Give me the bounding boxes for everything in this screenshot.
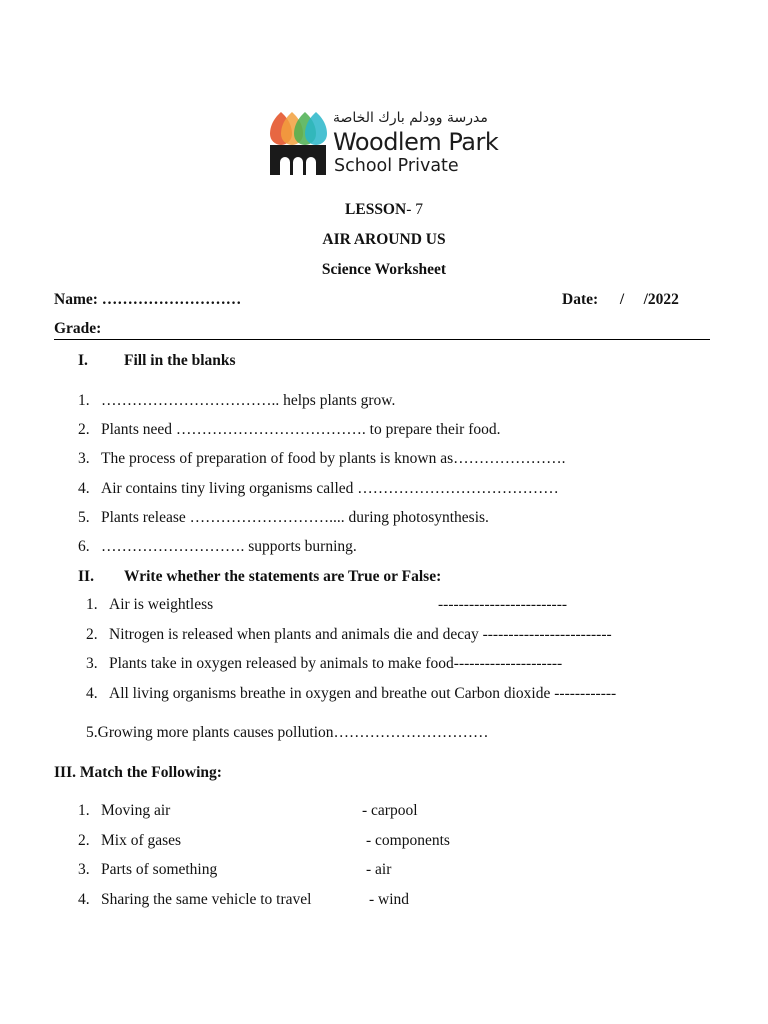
name-blank: ……………………… [101, 291, 242, 308]
match-right-term: - air [366, 861, 392, 878]
section2-item-text: All living organisms breathe in oxygen and breathe out Carbon dioxide ------------ [109, 685, 617, 702]
match-left-term: Moving air [101, 802, 171, 819]
section2-title: Write whether the statements are True or False: [124, 568, 442, 585]
section1-item-text: Plants release ……………………….... during photosynthesis. [101, 509, 489, 526]
worksheet-subtitle: Science Worksheet [321, 261, 447, 278]
date-field[interactable] [562, 291, 679, 309]
section3-title: III. Match the Following: [54, 764, 222, 781]
lesson-heading [0, 201, 768, 219]
match-item-number: 4. [78, 891, 90, 908]
section1-item-text: …………………………….. helps plants grow. [101, 392, 396, 409]
school-logo-mark-icon [268, 110, 330, 176]
lesson-label: LESSON [345, 201, 407, 218]
name-field[interactable] [54, 291, 241, 309]
section2-item-text: Nitrogen is released when plants and animals die and decay ------------------------- [109, 626, 612, 643]
match-item-number: 2. [78, 832, 90, 849]
section1-item-number: 6. [78, 538, 90, 555]
worksheet-title: AIR AROUND US [322, 231, 446, 248]
match-item-number: 3. [78, 861, 90, 878]
section2-item-5: 5.Growing more plants causes pollution………………………… [86, 724, 489, 741]
section2-number: II. [78, 568, 94, 585]
lesson-number: - 7 [406, 201, 423, 218]
match-right-term: - wind [369, 891, 410, 908]
section2-item-text: Plants take in oxygen released by animals to make food--------------------- [109, 655, 563, 672]
logo-name-line2: School Private [334, 156, 459, 176]
section1-item-number: 3. [78, 450, 90, 467]
section1-title: Fill in the blanks [124, 352, 236, 369]
section2-item-number: 1. [86, 596, 98, 613]
match-item-number: 1. [78, 802, 90, 819]
date-label: Date: [562, 291, 599, 308]
section2-item-number: 3. [86, 655, 98, 672]
section1-item-text: Air contains tiny living organisms called ………………………………… [101, 480, 559, 497]
section1-item-number: 2. [78, 421, 90, 438]
match-right-term: - components [366, 832, 450, 849]
header-divider [54, 339, 710, 340]
school-logo [268, 108, 508, 180]
section1-item-text: Plants need ………………………………. to prepare their food. [101, 421, 501, 438]
section1-item-text: The process of preparation of food by plants is known as…………………. [101, 450, 566, 467]
section2-item-answer-blank: ------------------------- [438, 596, 568, 613]
logo-arabic-name: مدرسة وودلم بارك الخاصة [333, 110, 488, 126]
match-right-term: - carpool [362, 802, 418, 819]
match-left-term: Sharing the same vehicle to travel [101, 891, 312, 908]
section1-number: I. [78, 352, 88, 369]
section2-item-number: 2. [86, 626, 98, 643]
section1-item-number: 4. [78, 480, 90, 497]
match-left-term: Mix of gases [101, 832, 182, 849]
grade-label: Grade: [54, 320, 102, 337]
logo-name-line1: Woodlem Park [333, 128, 499, 156]
section1-item-number: 5. [78, 509, 90, 526]
section1-item-number: 1. [78, 392, 90, 409]
section2-item-text: Air is weightless [109, 596, 214, 613]
date-value: / /2022 [619, 291, 679, 308]
match-left-term: Parts of something [101, 861, 218, 878]
name-label: Name: [54, 291, 98, 308]
section2-item-number: 4. [86, 685, 98, 702]
section1-item-text: ………………………. supports burning. [101, 538, 357, 555]
